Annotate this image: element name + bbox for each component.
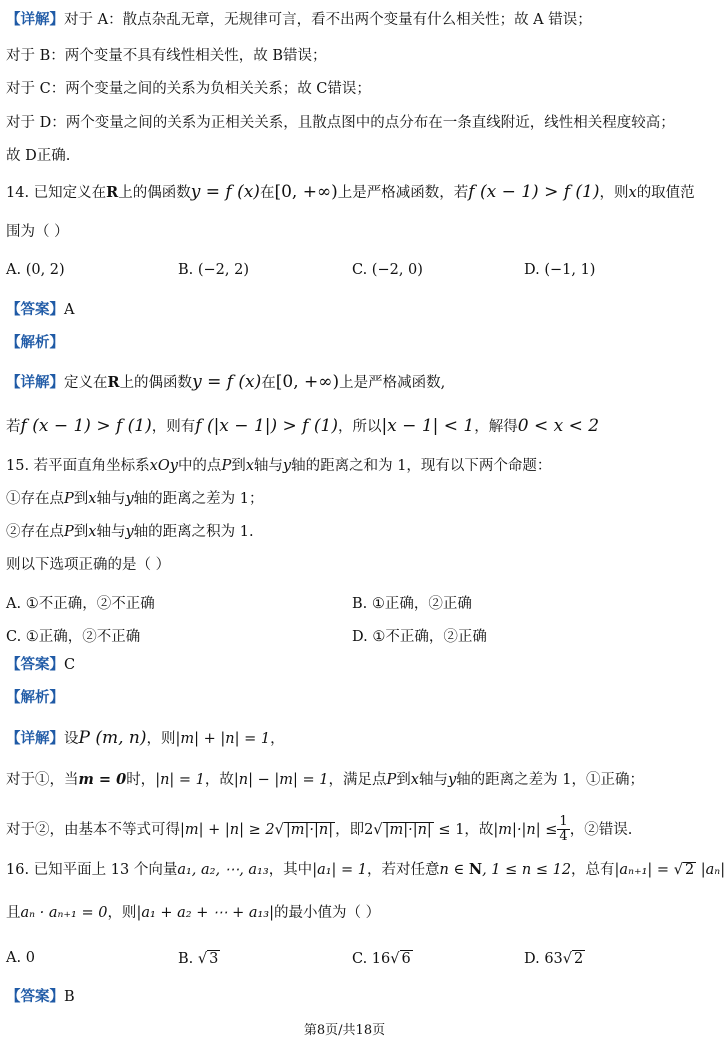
q14-option-b: B. (−2, 2): [178, 262, 250, 278]
q14-detail-line-2: 若f (x − 1) > f (1)，则有f (|x − 1|) > f (1)，所以|x − 1| < 1，解得0 < x < 2: [6, 416, 600, 436]
detail-line-2: 对于 B：两个变量不具有线性相关性，故 B错误；: [6, 48, 327, 64]
detail-line-3: 对于 C：两个变量之间的关系为负相关关系；故 C错误；: [6, 81, 371, 97]
q14-interval: [0, +∞): [274, 182, 338, 202]
q14-detail-line-1: 【详解】定义在R上的偶函数y = f (x)在[0, +∞)上是严格减函数,: [6, 372, 446, 392]
q16-option-c: C. 16√ 6: [352, 951, 411, 967]
q14-stem-line-1: 14. 已知定义在R上的偶函数y = f (x)在[0, +∞)上是严格减函数，若f (x − 1) > f (1)，则x的取值范: [6, 182, 695, 202]
q16-vectors: a₁, a₂, ⋯, a₁₃: [177, 862, 269, 878]
q14-option-c: C. (−2, 0): [352, 262, 423, 278]
detail-line-4: 对于 D：两个变量之间的关系为正相关关系，且散点图中的点分布在一条直线附近，线性相关程度较高；: [6, 115, 675, 131]
q16-answer: 【答案】B: [6, 988, 75, 1005]
q15-option-c: C. ①正确，②不正确: [6, 629, 141, 645]
q14-option-a: A. (0, 2): [6, 262, 65, 278]
q15-detail-line-3: 对于②，由基本不等式可得|m| + |n| ≥ 2√ |m|·|n| ，即2√ |m|·|n| ≤ 1，故|m|·|n| ≤ $\frac{1}{4}$ ，②错误.: [6, 814, 633, 845]
q15-detail-line-2: 对于①，当m = 0时，|n| = 1，故|n| − |m| = 1，满足点P到x轴与y轴的距离之差为 1，①正确；: [6, 771, 644, 788]
detail-tag: 【详解】: [6, 11, 64, 28]
q14-func: y = f (x): [190, 182, 260, 202]
q15-option-a: A. ①不正确，②不正确: [6, 596, 155, 612]
q15-claim-1: ①存在点P到x轴与y轴的距离之差为 1；: [6, 491, 264, 507]
q14-analysis-tag: 【解析】: [6, 334, 64, 351]
q15-analysis-tag: 【解析】: [6, 689, 64, 706]
q16-option-b: B. √ 3: [178, 951, 219, 967]
fraction-one-quarter: $\frac{1}{4}$: [559, 814, 568, 845]
q15-detail-line-1: 【详解】设P (m, n)，则|m| + |n| = 1，: [6, 728, 285, 748]
q15-answer: 【答案】C: [6, 656, 76, 673]
q16-stem-line-1: 16. 已知平面上 13 个向量a₁, a₂, ⋯, a₁₃，其中|a₁| = 1，若对任意n ∈ N, 1 ≤ n ≤ 12，总有|aₙ₊₁| = √ 2 |aₙ|: [6, 861, 725, 878]
q15-option-b: B. ①正确，②正确: [352, 596, 472, 612]
q14-answer: 【答案】A: [6, 301, 75, 318]
detail-line-1: [6, 13, 592, 28]
q14-stem-line-2: 围为（ ）: [6, 224, 69, 240]
q16-stem-line-2: 且aₙ · aₙ₊₁ = 0，则|a₁ + a₂ + ⋯ + a₁₃|的最小值为（ ）: [6, 905, 381, 921]
page-footer: 第8页/共18页: [303, 1023, 386, 1038]
q16-option-a: A. 0: [6, 950, 35, 966]
detail-text: 对于 A：散点杂乱无章，无规律可言，看不出两个变量有什么相关性；故 A 错误；: [64, 12, 592, 28]
q15-stem: 15. 若平面直角坐标系xOy中的点P到x轴与y轴的距离之和为 1，现有以下两个命题：: [6, 458, 552, 474]
q15-question: 则以下选项正确的是（ ）: [6, 557, 171, 573]
q14-inequality: f (x − 1) > f (1): [468, 182, 600, 202]
detail-line-5: 故 D正确.: [6, 148, 71, 164]
q16-option-d: D. 63√ 2: [524, 951, 584, 967]
q15-claim-2: ②存在点P到x轴与y轴的距离之积为 1.: [6, 524, 254, 540]
q14-option-d: D. (−1, 1): [524, 262, 596, 278]
q15-option-d: D. ①不正确，②正确: [352, 629, 487, 645]
